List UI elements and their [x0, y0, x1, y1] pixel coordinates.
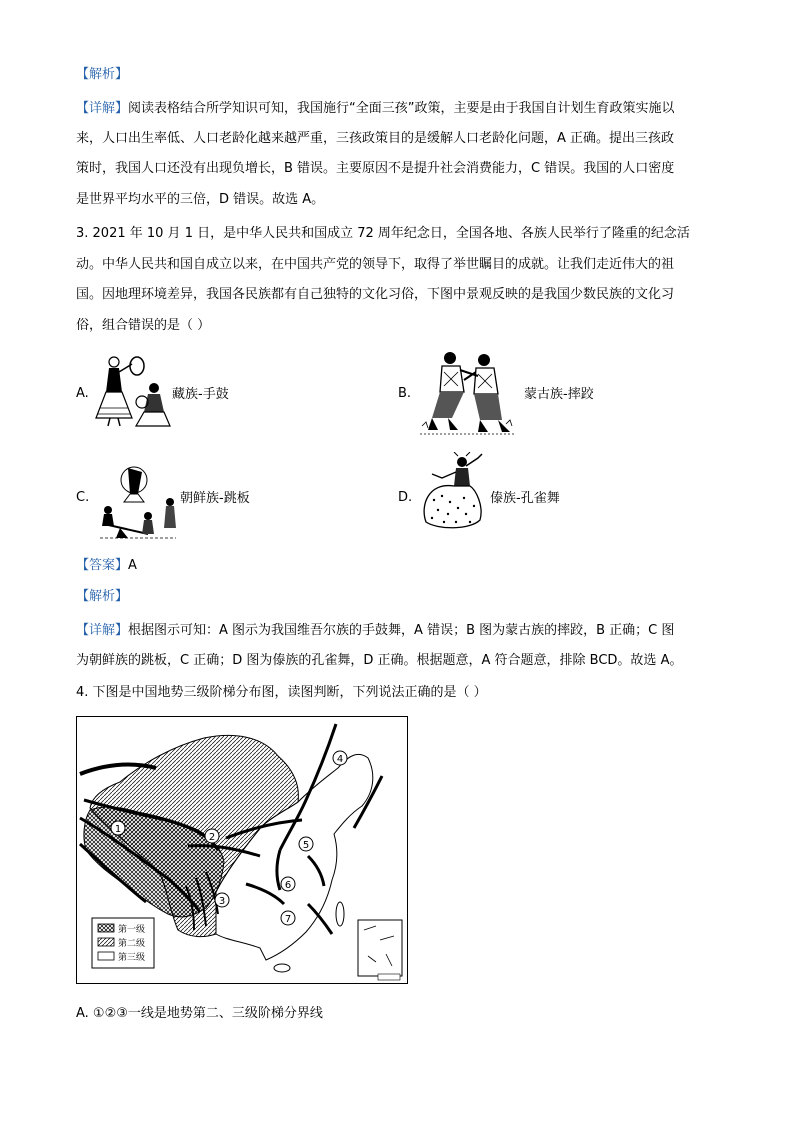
- map-label-4: 4: [336, 754, 344, 765]
- seesaw-jumping-image: [98, 458, 178, 542]
- xiangjie-label: 【详解】: [76, 101, 129, 116]
- answer-line: [76, 557, 137, 574]
- detail-line-2: 来，人口出生率低、人口老龄化越来越严重，三孩政策目的是缓解人口老龄化问题，A 正确。提出三孩政: [76, 131, 675, 146]
- q3-explain-line-1: 【详解】根据图示可知：A 图示为我国维吾尔族的手鼓舞，A 错误；B 图为蒙古族的摔跤，B 正确；C 图: [76, 623, 675, 638]
- wrestling-image: [418, 346, 518, 438]
- detail-line-3: 策时，我国人口还没有出现负增长，B 错误。主要原因不是提升社会消费能力，C 错误。我国的人口密度: [76, 161, 675, 176]
- q3-line-1: 3. 2021 年 10 月 1 日，是中华人民共和国成立 72 周年纪念日，全国各地、各族人民举行了隆重的纪念活: [76, 226, 690, 241]
- map-label-2: 2: [208, 832, 216, 843]
- answer-value: A: [128, 558, 137, 573]
- q3-jiexi-label: 【解析】: [76, 589, 129, 604]
- tambourine-dance-image: [92, 352, 174, 428]
- option-d-caption: 傣族-孔雀舞: [490, 491, 560, 506]
- q3-line-4: 俗，组合错误的是（ ）: [76, 318, 211, 333]
- map-legend: [92, 918, 154, 968]
- q3-line-3: 国。因地理环境差异，我国各民族都有自己独特的文化习俗，下图中景观反映的是我国少数民族的文化习: [76, 287, 675, 302]
- q4-stem: 4. 下图是中国地势三级阶梯分布图，读图判断，下列说法正确的是（ ）: [76, 685, 487, 700]
- q4-option-a[interactable]: A. ①②③一线是地势第二、三级阶梯分界线: [76, 1006, 323, 1021]
- q3-line-2: 动。中华人民共和国自成立以来，在中国共产党的领导下，取得了举世瞩目的成就。让我们走近伟大的祖: [76, 257, 675, 272]
- q3-xiangjie-label: 【详解】: [76, 623, 129, 638]
- option-a-letter[interactable]: A.: [76, 386, 89, 401]
- answer-label: 【答案】: [76, 558, 129, 573]
- detail-line-4: 是世界平均水平的三倍，D 错误。故选 A。: [76, 192, 325, 207]
- option-c-letter[interactable]: C.: [76, 490, 90, 505]
- legend-third-step: 第三级: [118, 953, 146, 963]
- legend-first-step: 第一级: [118, 925, 146, 935]
- q3-explain-line-2: 为朝鲜族的跳板，C 正确；D 图为傣族的孔雀舞，D 正确。根据题意，A 符合题意，排除 BCD。故选 A。: [76, 653, 683, 668]
- option-c-caption: 朝鲜族-跳板: [180, 491, 250, 506]
- option-a-caption: 藏族-手鼓: [172, 387, 229, 402]
- map-label-7: 7: [284, 914, 292, 925]
- map-label-1: 1: [114, 824, 122, 835]
- map-label-5: 5: [302, 840, 310, 851]
- detail-line-1: 【详解】阅读表格结合所学知识可知，我国施行“全面三孩”政策，主要是由于我国自计划生育政策实施以: [76, 101, 675, 116]
- china-terrain-map: [76, 716, 408, 984]
- option-b-letter[interactable]: B.: [398, 386, 412, 401]
- option-d-letter[interactable]: D.: [398, 490, 413, 505]
- map-label-6: 6: [284, 880, 292, 891]
- jiexi-label: 【解析】: [76, 67, 129, 82]
- peacock-dance-image: [418, 452, 486, 530]
- map-label-3: 3: [218, 896, 226, 907]
- option-b-caption: 蒙古族-摔跤: [524, 387, 594, 402]
- legend-second-step: 第二级: [118, 939, 146, 949]
